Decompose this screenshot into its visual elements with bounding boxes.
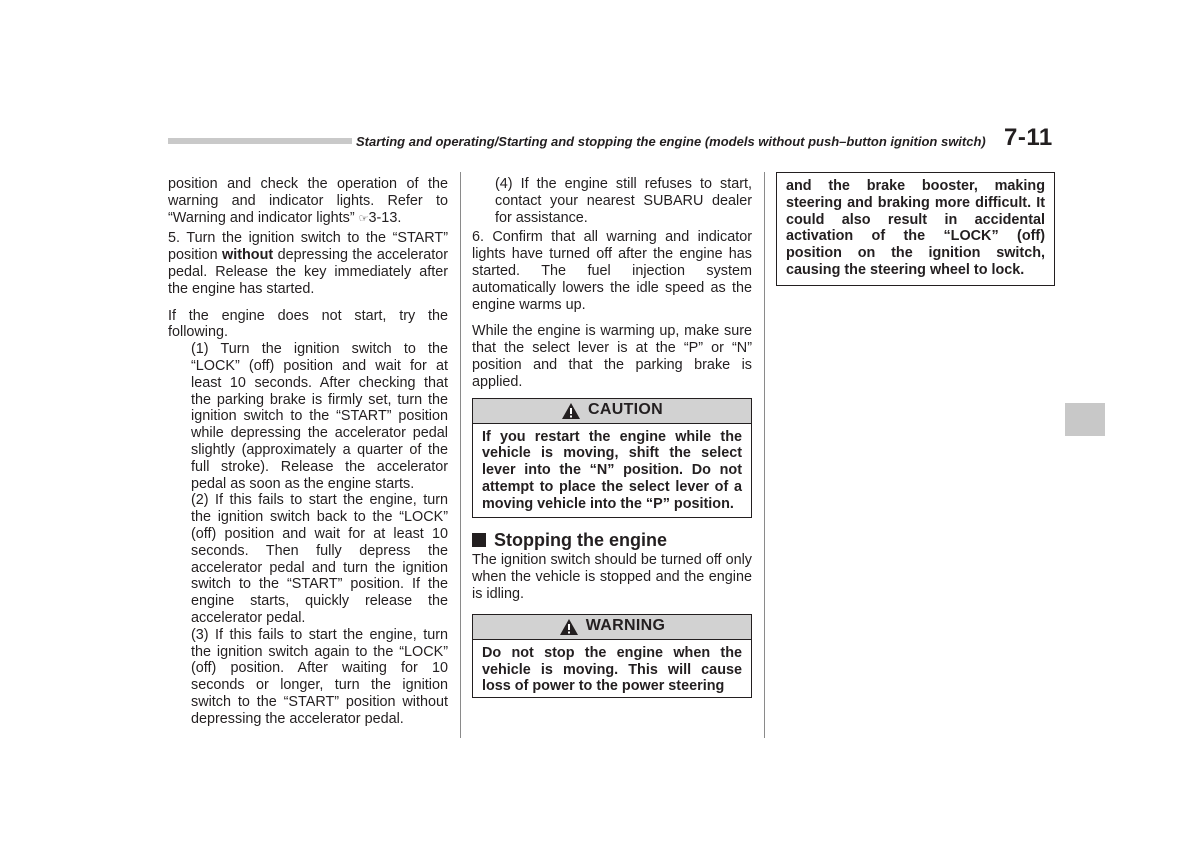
substep-3: (3) If this fails to start the engine, turn the ignition switch again to the “LOCK” (off) position. After waiting for 10 seconds or longer, turn the ignition switch to the “START” position without depressing the accelerator pedal. [191, 626, 448, 727]
warning-label: WARNING [585, 617, 666, 635]
page-number: 7-11 [1004, 124, 1053, 151]
substep-2: (2) If this fails to start the engine, turn the ignition switch back to the “LOCK” (off) position and wait for at least 10 seconds. Then fully depress the accelerator pedal and turn the ignition switch to the “START” position. If the engine starts, quickly release the accelerator pedal. [191, 492, 448, 626]
paragraph-text: 5. Turn the ignition switch to the “START” position [168, 230, 448, 264]
section-square-icon [472, 533, 486, 547]
substep-list [168, 341, 448, 727]
reference-hand-icon: ☞ [358, 211, 369, 225]
emphasis: without [222, 247, 274, 264]
substep-list [472, 176, 752, 226]
header-rule [168, 138, 352, 144]
step-5 [168, 230, 448, 297]
warning-header [472, 614, 752, 640]
paragraph-text: position and check the operation of the warning and indicator lights. Refer to “Warning and indicator lights” [168, 176, 448, 226]
warning-continuation: and the brake booster, making steering and braking more difficult. It could also result in accidental activation of the “LOCK” (off) position on the ignition switch, causing the steering wheel to lock. [776, 172, 1055, 286]
warning-text: Do not stop the engine when the vehicle is moving. This will cause loss of power to the power steering [472, 640, 752, 698]
paragraph: While the engine is warming up, make sure that the select lever is at the “P” or “N” position and that the parking brake is applied. [472, 323, 752, 390]
warning-triangle-icon [559, 618, 579, 636]
caution-text: If you restart the engine while the vehicle is moving, shift the select lever into the “N” position. Do not attempt to place the select lever of a moving vehicle into the “P” position. [472, 424, 752, 518]
paragraph-text: depressing the accelerator pedal. Release the key immediately after the engine has started. [168, 247, 449, 297]
chapter-tab [1065, 403, 1105, 436]
column-divider [764, 172, 765, 738]
substep-4: (4) If the engine still refuses to start, contact your nearest SUBARU dealer for assistance. [495, 176, 752, 226]
page-reference[interactable]: 3-13. [368, 209, 402, 226]
column-2 [472, 176, 752, 698]
substep-1: (1) Turn the ignition switch to the “LOCK” (off) position and wait for at least 10 seconds. After checking that the parking brake is firmly set, turn the ignition switch to the “START” position while depressing the accelerator pedal slightly (approximately a quarter of the full stroke). Release the accelerator pedal as soon as the engine starts. [191, 341, 448, 492]
step-6: 6. Confirm that all warning and indicator lights have turned off after the engine has started. The fuel injection system automatically lowers the idle speed as the engine warms up. [472, 229, 752, 313]
caution-label: CAUTION [588, 401, 663, 419]
caution-header [472, 398, 752, 424]
section-heading [472, 529, 752, 550]
running-header: Starting and operating/Starting and stopping the engine (models without push–button ignition switch) [356, 134, 986, 149]
paragraph [168, 176, 448, 227]
column-1 [168, 176, 448, 728]
column-divider [460, 172, 461, 738]
paragraph: The ignition switch should be turned off only when the vehicle is stopped and the engine is idling. [472, 552, 752, 602]
section-title: Stopping the engine [494, 529, 667, 550]
paragraph: If the engine does not start, try the following. [168, 307, 448, 341]
warning-triangle-icon [561, 402, 581, 420]
